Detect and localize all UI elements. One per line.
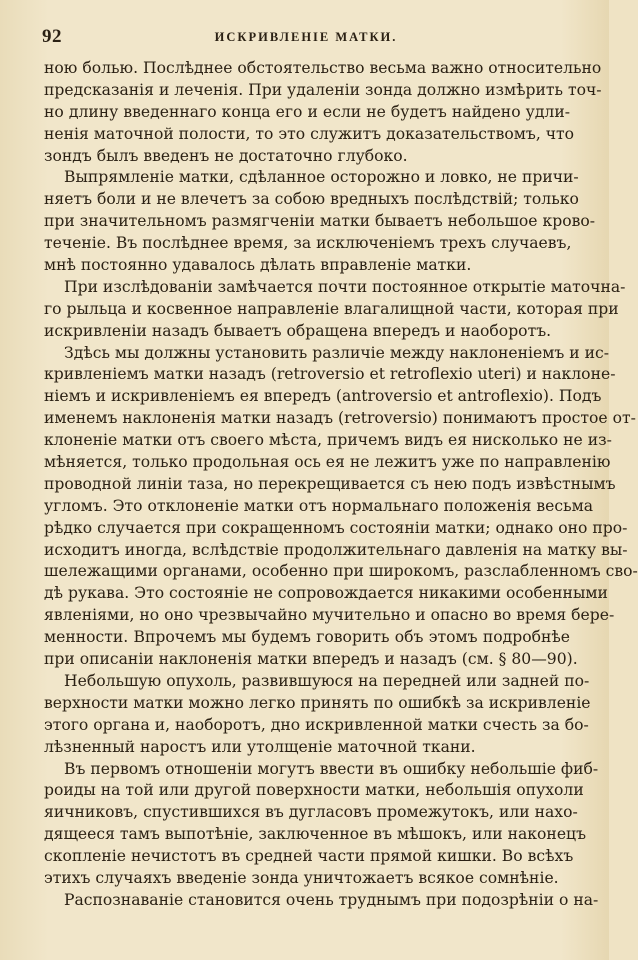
- paragraph-start-line: Выпрямленіе матки, сдѣланное осторожно и ловко, не причи-: [64, 168, 579, 187]
- text-line: этого органа и, наоборотъ, дно искривленной матки счесть за бо-: [44, 715, 589, 734]
- text-line: рѣдко случается при сокращенномъ состояніи матки; однако оно про-: [44, 518, 628, 537]
- text-line: проводной линіи таза, но перекрещивается съ нею подъ извѣстнымъ: [44, 474, 616, 493]
- text-line: мнѣ постоянно удавалось дѣлать вправленіе матки.: [44, 256, 472, 275]
- text-line: роиды на той или другой поверхности матки, небольшія опухоли: [44, 781, 584, 800]
- text-line: шележащими органами, особенно при широкомъ, разслабленномъ сво-: [44, 562, 638, 581]
- text-line: при значительномъ размягченіи матки бываетъ небольшое крово-: [44, 212, 596, 231]
- paragraph-start-line: Распознаваніе становится очень труднымъ при подозрѣніи о на-: [64, 890, 599, 909]
- text-line: ніемъ и искривленіемъ ея впередъ (antroversio et antroflexio). Подъ: [44, 387, 602, 406]
- text-line: предсказанія и леченія. При удаленіи зонда должно измѣрить точ-: [44, 80, 602, 99]
- text-line: именемъ наклоненія матки назадъ (retroversio) понимаютъ простое от-: [44, 409, 636, 428]
- text-line: явленіями, но оно чрезвычайно мучительно и опасно во время бере-: [44, 606, 615, 625]
- text-line: кривленіемъ матки назадъ (retroversio et retroflexio uteri) и наклоне-: [44, 365, 616, 384]
- body-text: [44, 58, 638, 912]
- text-line: скопленіе нечистотъ въ средней части прямой кишки. Во всѣхъ: [44, 847, 574, 866]
- text-line: лѣзненный наростъ или утолщеніе маточной ткани.: [44, 737, 476, 756]
- paragraph-start-line: При изслѣдованіи замѣчается почти постоянное открытіе маточна-: [64, 277, 626, 296]
- text-line: при описаніи наклоненія матки впередъ и назадъ (см. § 80—90).: [44, 650, 578, 669]
- paragraph-start-line: Здѣсь мы должны установить различіе между наклоненіемъ и ис-: [64, 343, 609, 362]
- text-line: го рыльца и косвенное направленіе влагалищной части, которая при: [44, 299, 619, 318]
- text-line: угломъ. Это отклоненіе матки отъ нормальнаго положенія весьма: [44, 496, 594, 515]
- paragraph-start-line: Въ первомъ отношеніи могутъ ввести въ ошибку небольшіе фиб-: [64, 759, 599, 778]
- text-line: ненія маточной полости, то это служитъ доказательствомъ, что: [44, 124, 575, 143]
- page-number: 92: [42, 26, 62, 47]
- text-line: но длину введеннаго конца его и если не будетъ найдено удли-: [44, 102, 570, 121]
- text-line: этихъ случаяхъ введеніе зонда уничтожаетъ всякое сомнѣніе.: [44, 868, 559, 887]
- text-line: няетъ боли и не влечетъ за собою вредныхъ послѣдствій; только: [44, 190, 579, 209]
- text-line: исходитъ иногда, вслѣдствіе продолжительнаго давленія на матку вы-: [44, 540, 628, 559]
- paragraph-start-line: Небольшую опухоль, развившуюся на передней или задней по-: [64, 671, 590, 690]
- text-line: менности. Впрочемъ мы будемъ говорить объ этомъ подробнѣе: [44, 628, 570, 647]
- text-line: искривленіи назадъ бываетъ обращена впередъ и наоборотъ.: [44, 321, 552, 340]
- text-line: яичниковъ, спустившихся въ дугласовъ промежутокъ, или нахо-: [44, 803, 578, 822]
- text-line: зондъ былъ введенъ не достаточно глубоко.: [44, 146, 408, 165]
- text-line: теченіе. Въ послѣднее время, за исключеніемъ трехъ случаевъ,: [44, 234, 572, 253]
- text-line: ною болью. Послѣднее обстоятельство весьма важно относительно: [44, 59, 602, 77]
- text-line: дящееся тамъ выпотѣніе, заключенное въ мѣшокъ, или наконецъ: [44, 825, 587, 844]
- text-line: дѣ рукава. Это состояніе не сопровождается никакими особенными: [44, 584, 608, 603]
- text-line: клоненіе матки отъ своего мѣста, причемъ видъ ея нисколько не из-: [44, 431, 612, 450]
- text-line: мѣняется, только продольная ось ея не лежитъ уже по направленію: [44, 453, 611, 472]
- page-header: [42, 26, 570, 48]
- running-head: ИСКРИВЛЕНІЕ МАТКИ.: [214, 30, 398, 44]
- text-line: верхности матки можно легко принять по ошибкѣ за искривленіе: [44, 693, 591, 712]
